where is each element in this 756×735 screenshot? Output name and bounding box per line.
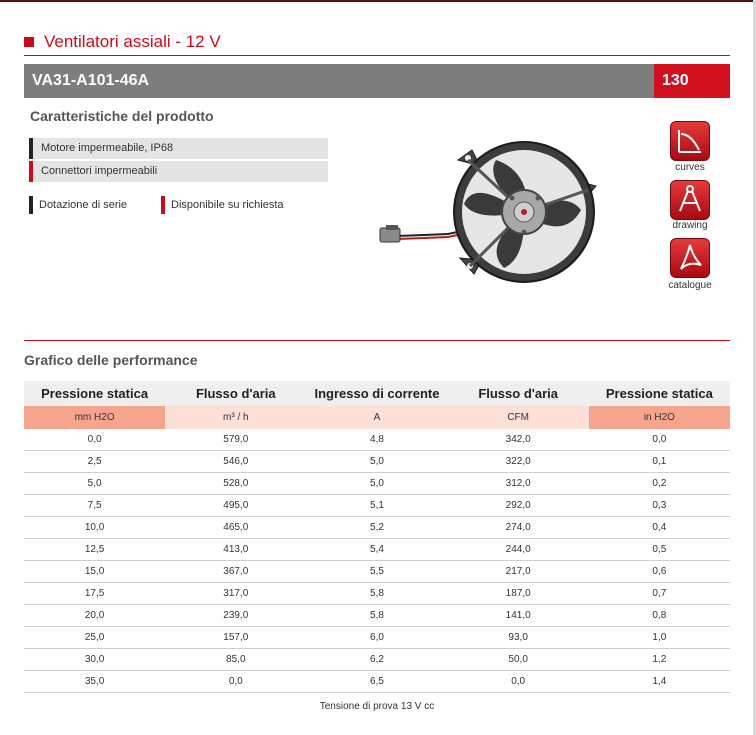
curves-button[interactable] bbox=[670, 121, 710, 161]
table-cell: 7,5 bbox=[24, 495, 165, 517]
table-cell: 10,0 bbox=[24, 517, 165, 539]
section-title: Ventilatori assiali - 12 V bbox=[44, 32, 221, 51]
table-cell: 4,8 bbox=[306, 429, 447, 451]
header-divider bbox=[24, 55, 730, 56]
drawing-label: drawing bbox=[672, 220, 708, 231]
test-voltage-note: Tensione di prova 13 V cc bbox=[319, 701, 435, 712]
column-header: Ingresso di corrente bbox=[306, 381, 447, 406]
table-row bbox=[24, 451, 730, 473]
table-cell: 15,0 bbox=[24, 561, 165, 583]
table-cell: 546,0 bbox=[165, 451, 306, 473]
product-code-bar bbox=[24, 64, 730, 98]
section-header bbox=[24, 30, 730, 54]
column-header: Flusso d'aria bbox=[165, 381, 306, 406]
product-number: 130 bbox=[654, 64, 730, 98]
legend-standard: Dotazione di serie bbox=[29, 196, 127, 214]
table-cell: 0,0 bbox=[24, 429, 165, 451]
table-cell: 1,0 bbox=[589, 627, 730, 649]
table-cell: 317,0 bbox=[165, 583, 306, 605]
unit-cell: A bbox=[306, 406, 447, 429]
table-cell: 5,1 bbox=[306, 495, 447, 517]
table-cell: 12,5 bbox=[24, 539, 165, 561]
table-cell: 0,3 bbox=[589, 495, 730, 517]
curves-icon bbox=[671, 122, 709, 160]
table-cell: 0,0 bbox=[448, 671, 589, 693]
table-cell: 0,7 bbox=[589, 583, 730, 605]
table-row bbox=[24, 649, 730, 671]
table-cell: 17,5 bbox=[24, 583, 165, 605]
table-cell: 0,8 bbox=[589, 605, 730, 627]
table-cell: 6,0 bbox=[306, 627, 447, 649]
table-cell: 0,6 bbox=[589, 561, 730, 583]
curves-label: curves bbox=[675, 162, 705, 173]
table-cell: 495,0 bbox=[165, 495, 306, 517]
performance-title: Grafico delle performance bbox=[24, 352, 198, 368]
table-cell: 0,0 bbox=[165, 671, 306, 693]
performance-table-body bbox=[24, 429, 730, 693]
table-cell: 20,0 bbox=[24, 605, 165, 627]
section-divider bbox=[24, 340, 730, 341]
table-cell: 35,0 bbox=[24, 671, 165, 693]
compass-drawing-icon bbox=[671, 181, 709, 219]
table-row bbox=[24, 605, 730, 627]
table-cell: 322,0 bbox=[448, 451, 589, 473]
table-cell: 292,0 bbox=[448, 495, 589, 517]
table-cell: 1,2 bbox=[589, 649, 730, 671]
table-row bbox=[24, 517, 730, 539]
table-cell: 5,5 bbox=[306, 561, 447, 583]
table-cell: 141,0 bbox=[448, 605, 589, 627]
table-cell: 274,0 bbox=[448, 517, 589, 539]
table-cell: 6,5 bbox=[306, 671, 447, 693]
table-row bbox=[24, 561, 730, 583]
table-cell: 5,0 bbox=[306, 473, 447, 495]
table-cell: 312,0 bbox=[448, 473, 589, 495]
table-row bbox=[24, 671, 730, 693]
table-cell: 528,0 bbox=[165, 473, 306, 495]
table-row bbox=[24, 539, 730, 561]
table-cell: 0,0 bbox=[589, 429, 730, 451]
table-cell: 5,2 bbox=[306, 517, 447, 539]
pdf-catalogue-icon bbox=[671, 239, 709, 277]
table-cell: 413,0 bbox=[165, 539, 306, 561]
unit-row bbox=[24, 406, 730, 429]
catalogue-label: catalogue bbox=[668, 280, 712, 291]
table-cell: 0,2 bbox=[589, 473, 730, 495]
unit-cell: m³ / h bbox=[165, 406, 306, 429]
table-cell: 5,0 bbox=[24, 473, 165, 495]
table-cell: 342,0 bbox=[448, 429, 589, 451]
table-cell: 0,4 bbox=[589, 517, 730, 539]
top-border bbox=[0, 0, 756, 2]
catalogue-button[interactable] bbox=[670, 238, 710, 278]
table-cell: 0,1 bbox=[589, 451, 730, 473]
table-cell: 5,8 bbox=[306, 583, 447, 605]
table-cell: 1,4 bbox=[589, 671, 730, 693]
table-header-row bbox=[24, 381, 730, 406]
feature-item: Motore impermeabile, IP68 bbox=[29, 138, 328, 159]
table-cell: 25,0 bbox=[24, 627, 165, 649]
table-cell: 244,0 bbox=[448, 539, 589, 561]
table-cell: 579,0 bbox=[165, 429, 306, 451]
table-cell: 157,0 bbox=[165, 627, 306, 649]
table-row bbox=[24, 429, 730, 451]
column-header: Pressione statica bbox=[24, 381, 165, 406]
table-cell: 2,5 bbox=[24, 451, 165, 473]
legend-on-request: Disponibile su richiesta bbox=[161, 196, 284, 214]
performance-table bbox=[24, 381, 730, 693]
table-cell: 30,0 bbox=[24, 649, 165, 671]
unit-cell: mm H2O bbox=[24, 406, 165, 429]
table-cell: 0,5 bbox=[589, 539, 730, 561]
table-cell: 367,0 bbox=[165, 561, 306, 583]
table-cell: 50,0 bbox=[448, 649, 589, 671]
table-row bbox=[24, 473, 730, 495]
bullet-square-icon bbox=[24, 37, 34, 47]
unit-cell: in H2O bbox=[589, 406, 730, 429]
column-header: Flusso d'aria bbox=[448, 381, 589, 406]
table-cell: 85,0 bbox=[165, 649, 306, 671]
table-cell: 5,0 bbox=[306, 451, 447, 473]
feature-item: Connettori impermeabili bbox=[29, 161, 328, 182]
fan-product-image bbox=[376, 140, 616, 300]
table-cell: 465,0 bbox=[165, 517, 306, 539]
table-cell: 5,4 bbox=[306, 539, 447, 561]
table-cell: 6,2 bbox=[306, 649, 447, 671]
table-row bbox=[24, 583, 730, 605]
table-row bbox=[24, 495, 730, 517]
features-title: Caratteristiche del prodotto bbox=[30, 108, 214, 124]
table-cell: 5,8 bbox=[306, 605, 447, 627]
product-code: VA31-A101-46A bbox=[32, 72, 150, 89]
unit-cell: CFM bbox=[448, 406, 589, 429]
table-cell: 93,0 bbox=[448, 627, 589, 649]
table-cell: 239,0 bbox=[165, 605, 306, 627]
table-cell: 187,0 bbox=[448, 583, 589, 605]
column-header: Pressione statica bbox=[589, 381, 730, 406]
table-cell: 217,0 bbox=[448, 561, 589, 583]
table-row bbox=[24, 627, 730, 649]
drawing-button[interactable] bbox=[670, 180, 710, 220]
